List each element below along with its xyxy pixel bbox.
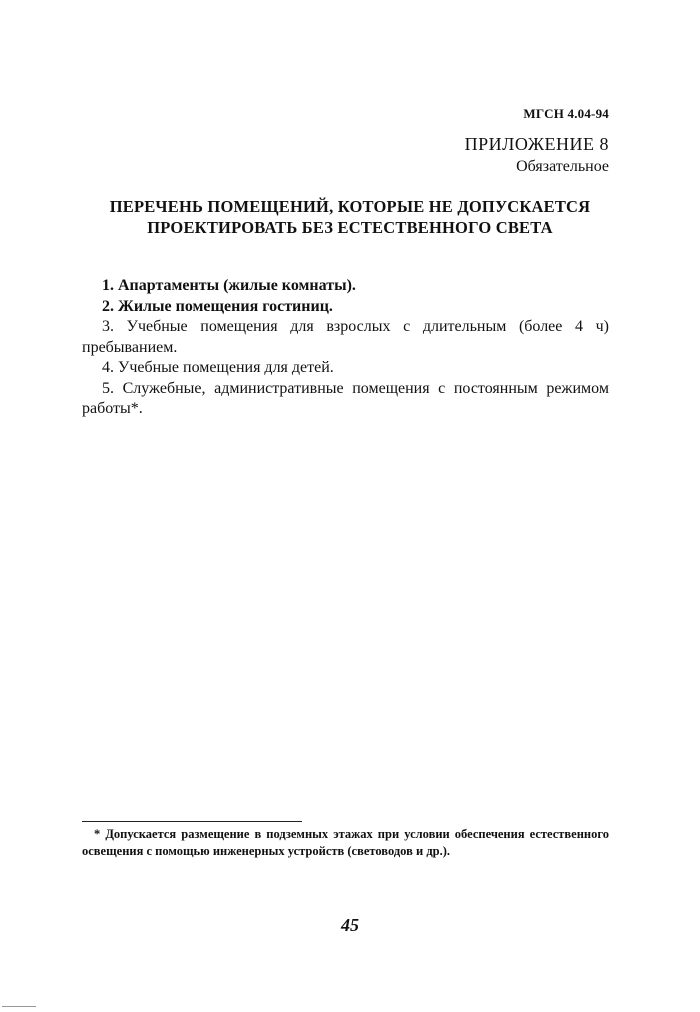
list-item: 1. Апартаменты (жилые комнаты). xyxy=(102,277,356,294)
list-item: 2. Жилые помещения гостиниц. xyxy=(102,297,333,315)
list-item: 3. Учебные помещения для взрослых с длительным (более 4 ч) пребыванием. xyxy=(82,318,609,356)
list-item: 4. Учебные помещения для детей. xyxy=(102,359,334,376)
appendix-status: Обязательное xyxy=(516,158,609,175)
page-title-line-1: ПЕРЕЧЕНЬ ПОМЕЩЕНИЙ, КОТОРЫЕ НЕ ДОПУСКАЕТСЯ xyxy=(109,197,591,216)
footnote: * Допускается размещение в подземных этажах при условии обеспечения естественного освещения с помощью инженерных устройств (световодов и др.). xyxy=(82,827,609,858)
scan-edge-mark xyxy=(2,1006,36,1007)
page-title-line-2: ПРОЕКТИРОВАТЬ БЕЗ ЕСТЕСТВЕННОГО СВЕТА xyxy=(147,218,553,237)
page-number: 45 xyxy=(341,915,359,935)
appendix-title: ПРИЛОЖЕНИЕ 8 xyxy=(464,134,609,154)
document-code: МГСН 4.04-94 xyxy=(523,106,609,121)
list-item: 5. Служебные, административные помещения с постоянным режимом работы*. xyxy=(82,379,609,417)
room-list xyxy=(82,276,609,420)
page-title xyxy=(80,196,620,238)
footnote-divider xyxy=(82,821,302,822)
